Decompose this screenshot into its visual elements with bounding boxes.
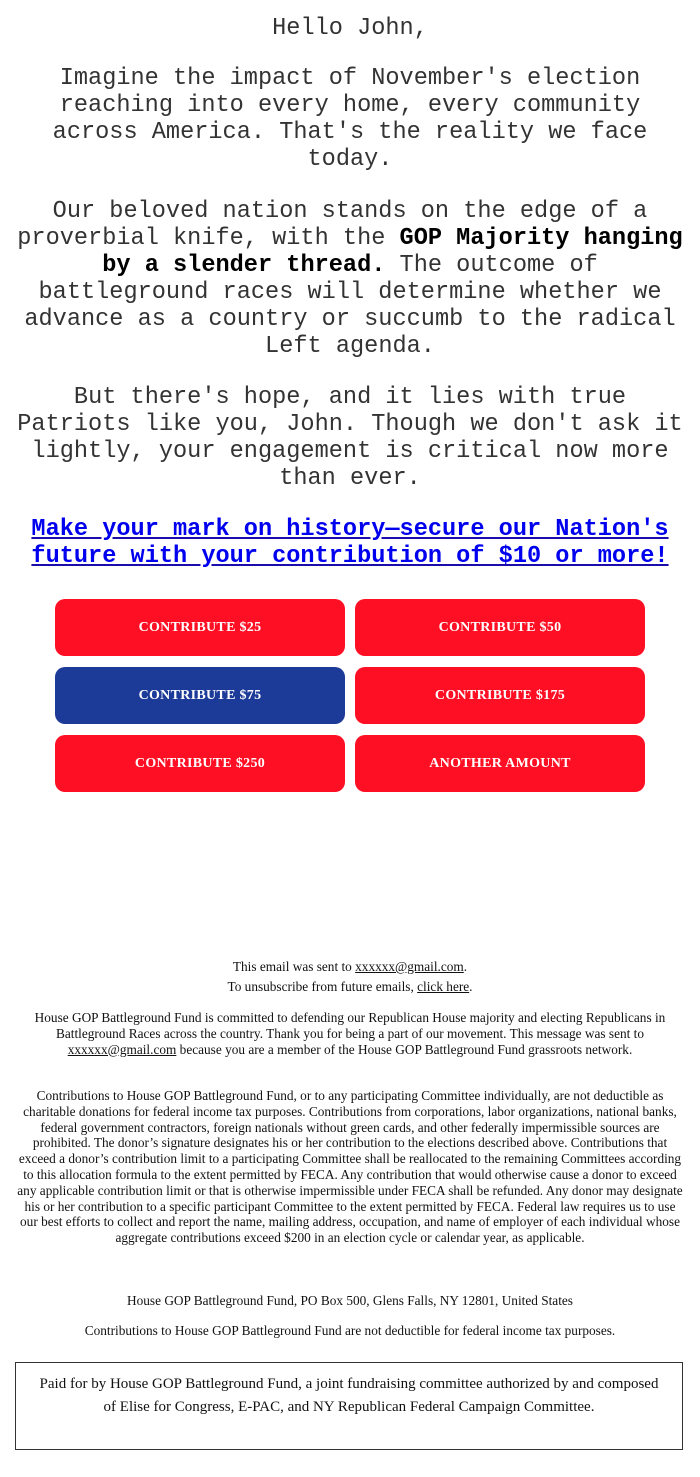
another-amount-button[interactable]: ANOTHER AMOUNT [355,735,645,792]
unsub-prefix: To unsubscribe from future emails, [227,979,418,994]
about-text: House GOP Battleground Fund is committed to defending our Republican House majority and electing Republicans in Battleground Races across the country. Thank you for being a part of our movement. This message was sent to [34,1010,666,1041]
email-link[interactable]: xxxxxx@gmail.com [355,959,464,974]
period: . [463,959,468,974]
stakes-bold: GOP Majority hanging by a slender thread. [102,225,683,279]
footer-legal: Contributions to House GOP Battleground Fund, or to any participating Committee individually, are not deductible as charitable donations for federal income tax purposes. Contributions from corporations, labor organizations, national banks, federal government contractors, foreign nationals without green cards, and other federally impermissible sources are prohibited. The donor’s signature designates his or her contribution to the elections described above. Contributions that exceed a donor’s contribution limit to a participating Committee shall be reallocated to the remaining Committees according to this allocation formula to the extent permitted by FECA. Any contribution that would otherwise cause a donor to exceed any applicable contribution limit or that is otherwise impermissible under FECA shall be refunded. Any donor may designate his or her contribution to a specific participant Committee to the extent permitted by FECA. Federal law requires us to use our best efforts to collect and report the name, mailing address, occupation, and name of employer of each individual whose aggregate contributions exceed $200 in an election cycle or calendar year, as applicable. [17,1088,683,1246]
unsubscribe-link[interactable]: click here [417,979,470,994]
contribute-50-button[interactable]: CONTRIBUTE $50 [355,599,645,656]
paragraph-intro: Imagine the impact of November's election reaching into every home, every community across America. That's the reality we face today. [52,65,648,173]
sent-prefix: This email was sent to [232,959,356,974]
about-text-end: because you are a member of the House GOP Battleground Fund grassroots network. [176,1041,633,1057]
contribute-75-button[interactable]: CONTRIBUTE $75 [55,667,345,724]
contribute-175-button[interactable]: CONTRIBUTE $175 [355,667,645,724]
contribute-link[interactable]: Make your mark on history—secure our Nation's future with your contribution of $10 or more! [31,516,669,570]
period: . [469,979,473,994]
footer-about [15,1010,685,1057]
paragraph-stakes [14,198,686,360]
footer-address: House GOP Battleground Fund, PO Box 500, Glens Falls, NY 12801, United States [127,1293,573,1308]
footer-tax-note: Contributions to House GOP Battleground Fund are not deductible for federal income tax purposes. [84,1323,616,1338]
contribute-250-button[interactable]: CONTRIBUTE $250 [55,735,345,792]
stakes-text-end: The outcome of battleground races will determine whether we advance as a country or succumb to the radical Left agenda. [24,252,676,360]
email-link[interactable]: xxxxxx@gmail.com [67,1041,177,1057]
contribute-25-button[interactable]: CONTRIBUTE $25 [55,599,345,656]
stakes-text-start: Our beloved nation stands on the edge of a proverbial knife, with the [17,198,648,252]
footer-sent-info [15,957,685,997]
paragraph-hope: But there's hope, and it lies with true Patriots like you, John. Though we don't ask it lightly, your engagement is critical now more than ever. [17,384,683,492]
paid-for-disclaimer: Paid for by House GOP Battleground Fund, a joint fundraising committee authorized by and composed of Elise for Congress, E-PAC, and NY Republican Federal Campaign Committee. [15,1362,683,1450]
greeting: Hello John, [272,15,428,42]
